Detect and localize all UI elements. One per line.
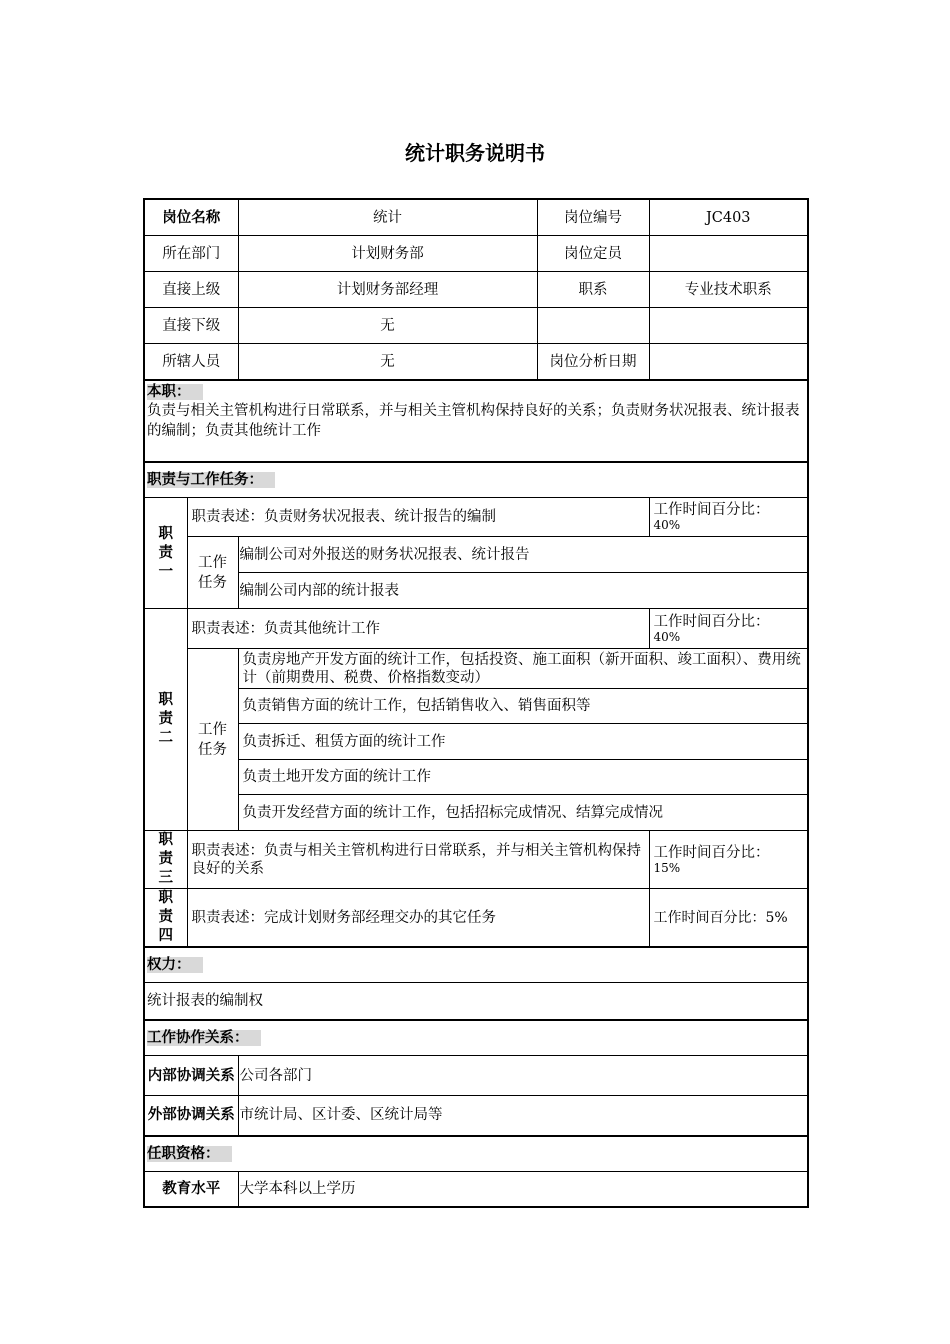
duty-4-row <box>144 889 808 948</box>
duty-1-task-row <box>144 537 808 573</box>
series-label: 职系 <box>537 272 649 308</box>
duty-2-task-5: 负责开发经营方面的统计工作，包括招标完成情况、结算完成情况 <box>238 795 808 831</box>
subordinate-label: 直接下级 <box>144 308 238 344</box>
authority-row <box>144 983 808 1021</box>
authority-heading-row <box>144 947 808 983</box>
dept-value: 计划财务部 <box>238 236 537 272</box>
duty-3-desc: 职责表述：负责与相关主管机构进行日常联系，并与相关主管机构保持良好的关系 <box>187 831 649 889</box>
managed-label: 所辖人员 <box>144 344 238 381</box>
education-row <box>144 1171 808 1207</box>
internal-relations-row <box>144 1056 808 1096</box>
post-no-label: 岗位编号 <box>537 199 649 236</box>
duty-1-task-2: 编制公司内部的统计报表 <box>238 573 808 609</box>
duty-2-task-3: 负责拆迁、租赁方面的统计工作 <box>238 724 808 760</box>
subordinate-value: 无 <box>238 308 537 344</box>
duty-1-row <box>144 498 808 537</box>
duty-2-label: 职 责 二 <box>144 609 187 831</box>
duty-2-row <box>144 609 808 649</box>
authority-heading: 权力： <box>147 957 203 973</box>
duty-1-pct: 工作时间百分比： 40% <box>649 498 808 537</box>
duty-3-row <box>144 831 808 889</box>
job-description-form <box>143 198 807 1208</box>
duty-2-task-2: 负责销售方面的统计工作，包括销售收入、销售面积等 <box>238 689 808 724</box>
external-relations-value: 市统计局、区计委、区统计局等 <box>238 1096 808 1136</box>
info-row-subordinate <box>144 308 808 344</box>
managed-value: 无 <box>238 344 537 381</box>
duty-2-task-row <box>144 724 808 760</box>
duty-1-label: 职 责 一 <box>144 498 187 609</box>
duty-2-task-row <box>144 760 808 795</box>
info-row-dept <box>144 236 808 272</box>
job-table <box>143 198 809 1208</box>
authority-text: 统计报表的编制权 <box>144 983 808 1021</box>
info-row-post <box>144 199 808 236</box>
internal-relations-value: 公司各部门 <box>238 1056 808 1096</box>
education-value: 大学本科以上学历 <box>238 1171 808 1207</box>
dept-label: 所在部门 <box>144 236 238 272</box>
info-row-managed <box>144 344 808 381</box>
duty-2-task-1: 负责房地产开发方面的统计工作，包括投资、施工面积（新开面积、竣工面积）、费用统计（前期费用、税费、价格指数变动） <box>238 649 808 689</box>
internal-relations-label: 内部协调关系 <box>144 1056 238 1096</box>
duty-2-task-row <box>144 689 808 724</box>
post-name-value: 统计 <box>238 199 537 236</box>
relations-heading: 工作协作关系： <box>147 1030 261 1046</box>
duty-4-desc: 职责表述：完成计划财务部经理交办的其它任务 <box>187 889 649 948</box>
relations-heading-row <box>144 1020 808 1056</box>
duty-1-task-row <box>144 573 808 609</box>
duty-2-task-label: 工作 任务 <box>187 649 238 831</box>
superior-label: 直接上级 <box>144 272 238 308</box>
quota-value <box>649 236 808 272</box>
duty-2-task-row <box>144 649 808 689</box>
post-name-label: 岗位名称 <box>144 199 238 236</box>
external-relations-label: 外部协调关系 <box>144 1096 238 1136</box>
duty-4-label: 职 责 四 <box>144 889 187 948</box>
post-no-value: JC403 <box>649 199 808 236</box>
duty-summary-heading: 本职： <box>147 384 203 400</box>
duty-4-pct: 工作时间百分比：5% <box>649 889 808 948</box>
page-title: 统计职务说明书 <box>405 141 545 165</box>
duty-1-task-label: 工作 任务 <box>187 537 238 609</box>
superior-value: 计划财务部经理 <box>238 272 537 308</box>
qualifications-heading-row <box>144 1136 808 1172</box>
duties-heading: 职责与工作任务： <box>147 472 275 488</box>
duty-summary-text: 负责与相关主管机构进行日常联系，并与相关主管机构保持良好的关系；负责财务状况报表、统计报表的编制；负责其他统计工作 <box>147 403 800 439</box>
duty-2-pct: 工作时间百分比： 40% <box>649 609 808 649</box>
duty-3-pct: 工作时间百分比： 15% <box>649 831 808 889</box>
analysis-date-label: 岗位分析日期 <box>537 344 649 381</box>
series-value: 专业技术职系 <box>649 272 808 308</box>
duty-2-task-row <box>144 795 808 831</box>
external-relations-row <box>144 1096 808 1136</box>
duty-1-task-1: 编制公司对外报送的财务状况报表、统计报告 <box>238 537 808 573</box>
qualifications-heading: 任职资格： <box>147 1146 232 1162</box>
duty-1-desc: 职责表述：负责财务状况报表、统计报告的编制 <box>187 498 649 537</box>
empty-cell <box>537 308 649 344</box>
duty-2-desc: 职责表述：负责其他统计工作 <box>187 609 649 649</box>
analysis-date-value <box>649 344 808 381</box>
education-label: 教育水平 <box>144 1171 238 1207</box>
empty-cell <box>649 308 808 344</box>
duties-heading-row <box>144 462 808 498</box>
info-row-superior <box>144 272 808 308</box>
duty-2-task-4: 负责土地开发方面的统计工作 <box>238 760 808 795</box>
duty-summary-row <box>144 380 808 462</box>
quota-label: 岗位定员 <box>537 236 649 272</box>
duty-3-label: 职 责 三 <box>144 831 187 889</box>
